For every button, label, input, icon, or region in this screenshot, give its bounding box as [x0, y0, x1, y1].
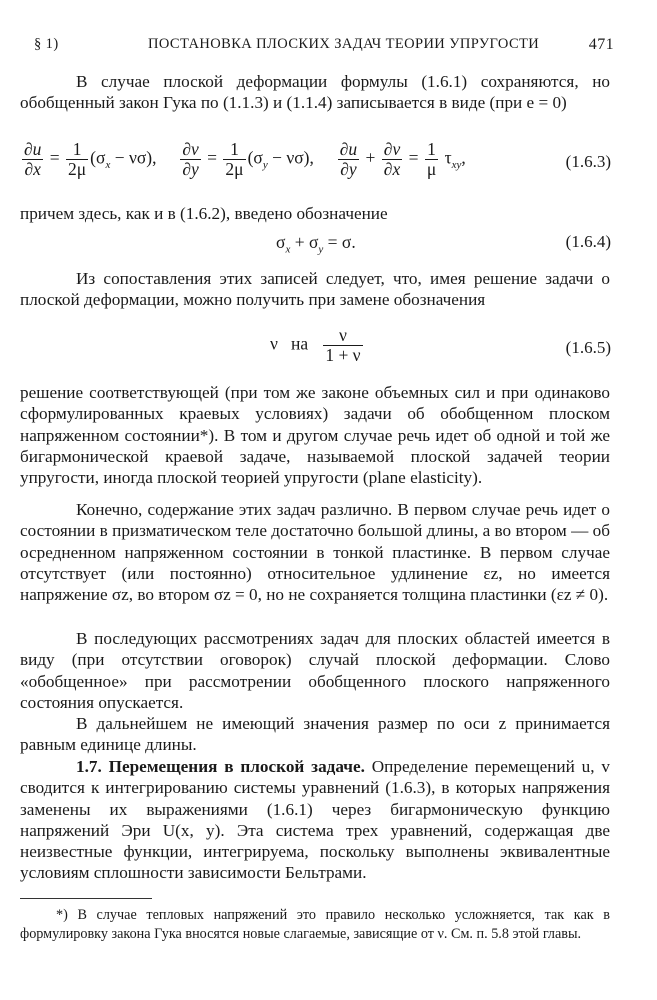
- running-header: [24, 36, 614, 58]
- paragraph-7: В дальнейшем не имеющий значения размер по оси z принимается равным единице длины.: [20, 714, 610, 755]
- equation-number-1-6-3: (1.6.3): [565, 152, 611, 171]
- section-heading-1-7: 1.7. Перемещения в плоской задаче.: [76, 757, 365, 776]
- equation-number-1-6-4: (1.6.4): [565, 232, 611, 251]
- section-1-7-text: Определение перемещений u, v сводится к интегрированию системы уравнений (1.6.3), в которых напряжения заменены их выражениями (1.6.1) через бигармоническую функцию напряжений Эри U(x, y). Эта система трех уравнений, содержащая две неизвестные функции, интегрируема, поскольку выполнены эквивалентные условиям сплошности зависимости Бельтрами.: [20, 757, 610, 883]
- equation-1-6-3: $\frac{\partial u}{\partial x}$ = $\frac{1}{2\mu}$ $(\sigma_x - \nu\sigma)$, $\frac{\partial v}{\partial y}$ = $\frac{1}{2\mu}$ $(\sigma_y - \nu\sigma)$, $\frac{\partial u}{\partial y}$ + $\frac{\partial v}{\partial x}$ = $\frac{1}{\mu}$ $\tau_{xy}$,: [24, 139, 466, 179]
- equation-number-1-6-5: (1.6.5): [565, 338, 611, 357]
- paragraph-5: Конечно, содержание этих задач различно. В первом случае речь идет о состоянии в призматическом теле достаточно большой длины, а во втором — об осредненном напряженном состоянии в тонкой пластинке. В первом случае отсутствует (или постоянно) относительное удлинение εz, но имеется напряжение σz, во втором σz = 0, но не сохраняется толщина пластинки (εz ≠ 0).: [20, 500, 610, 605]
- paragraph-8: [20, 756, 610, 884]
- paragraph-6: В последующих рассмотрениях задач для плоских областей имеется в виду (при отсутствии оговорок) случай плоской деформации. Слово «обобщенное» при рассмотрении обобщенного плоского напряженного состояния опускается.: [20, 629, 610, 712]
- paragraph-4: решение соответствующей (при том же законе объемных сил и при одинаково сформулированных краевых условиях) задачи об обобщенном плоском напряженном состоянии*). В том и другом случае речь идет об одной и той же бигармонической краевой задаче, называемой плоской задачей теории упругости, иногда плоской теорией упругости (plane elasticity).: [20, 383, 610, 488]
- equation-1-6-4: $\sigma_x + \sigma_y = \sigma$.: [276, 232, 356, 256]
- footnote: *) В случае тепловых напряжений это правило несколько усложняется, так как в формулировку закона Гука вносятся новые слагаемые, зависящие от ν. См. п. 5.8 этой главы.: [20, 907, 610, 942]
- footnote-rule: [20, 898, 152, 899]
- section-mark: § 1): [34, 36, 59, 52]
- paragraph-1: В случае плоской деформации формулы (1.6.1) сохраняются, но обобщенный закон Гука по (1.1.3) и (1.1.4) записывается в виде (при e = 0): [20, 72, 610, 113]
- paragraph-3: Из сопоставления этих записей следует, что, имея решение задачи о плоской деформации, можно получить при замене обозначения: [20, 269, 610, 310]
- equation-word-na: на: [291, 333, 309, 354]
- running-title: ПОСТАНОВКА ПЛОСКИХ ЗАДАЧ ТЕОРИИ УПРУГОСТИ: [148, 36, 540, 52]
- equation-1-6-5: ν на $\frac{\nu}{1 + \nu}$: [270, 325, 361, 365]
- page-number: 471: [588, 36, 614, 53]
- paragraph-2: причем здесь, как и в (1.6.2), введено обозначение: [20, 204, 388, 223]
